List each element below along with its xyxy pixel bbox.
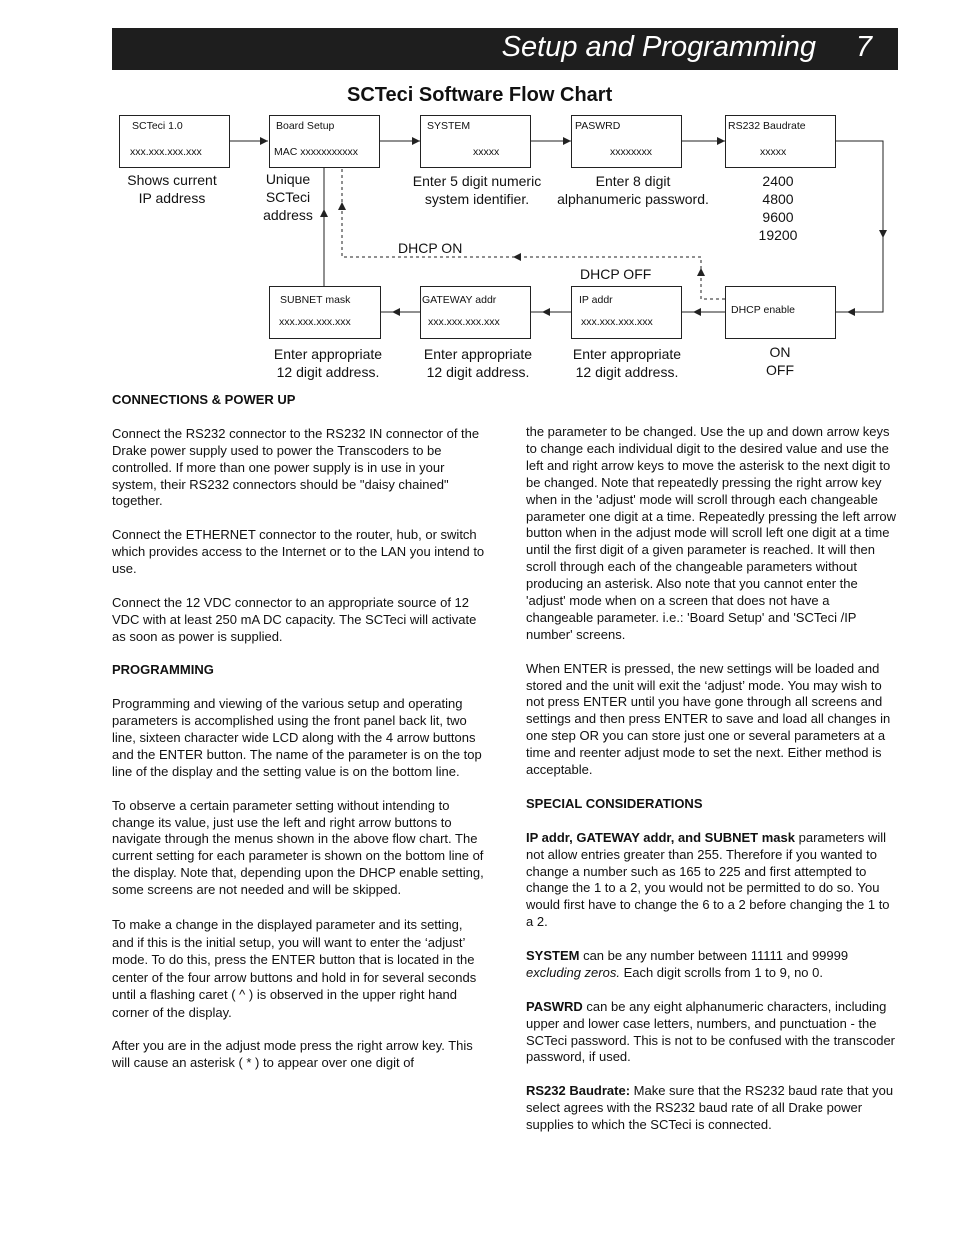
box-scteci [119,115,230,168]
text-system-2: Each digit scrolls from 1 to 9, no 0. [619,964,823,980]
paragraph: Programming and viewing of the various setup and operating parameters is accomplished using the front panel back lit, two line, sixteen character wide LCD along with the 4 arrow buttons and the ENTER button. The name of the parameter is on the top line of the display and the setting value is on the bottom line. [112,696,482,779]
paragraph-ip [526,830,900,931]
paragraph: To observe a certain parameter setting without intending to change its value, just use the left and right arrow buttons to navigate through the menus shown in the above flow chart. The current setting for each parameter is shown on the bottom line of the display. Note that, depending upon the DHCP enable setting, some screens are not needed and will be skipped. [112,797,484,898]
caption-line: Enter appropriate [572,346,682,362]
box-rs232-baudrate [725,115,836,168]
text-paswrd: can be any eight alphanumeric characters, including upper and lower case letters, numbers, and punctuation - the SCTeci password. This is not to be confused with the transcoder password, if used. [526,998,896,1065]
caption-line: 19200 [758,227,798,243]
paragraph: Connect the ETHERNET connector to the router, hub, or switch which provides access to the Internet or to the LAN you intend to use. [112,527,485,577]
caption-gateway [412,345,544,381]
box-system [420,115,531,168]
heading-connections: CONNECTIONS & POWER UP [112,392,296,407]
term-system: SYSTEM [526,948,580,964]
right-column [526,424,900,1151]
box-subnet-line2: xxx.xxx.xxx.xxx [279,316,351,328]
box-paswrd [571,115,682,168]
box-paswrd-line2: xxxxxxxx [610,146,652,158]
caption-system [400,172,554,208]
text-system-italic: excluding zeros. [526,964,620,980]
box-gateway-line1: GATEWAY addr [422,294,497,306]
label-dhcp-on: DHCP ON [398,240,463,256]
caption-line: address [263,207,313,223]
paragraph: After you are in the adjust mode press the right arrow key. This will cause an asterisk ( * ) to appear over one digit of [112,1038,473,1071]
box-gateway-line2: xxx.xxx.xxx.xxx [428,316,500,328]
caption-line: SCTeci [265,189,311,205]
label-dhcp-off: DHCP OFF [580,266,652,282]
caption-line: Enter appropriate [273,346,383,362]
caption-line: Enter 8 digit [595,173,671,189]
caption-line: Enter appropriate [423,346,533,362]
box-system-line1: SYSTEM [427,120,471,132]
text-system: can be any number between 11111 and 99999 [579,948,849,964]
chart-title: SCTeci Software Flow Chart [347,84,613,106]
caption-line: alphanumeric password. [557,191,709,207]
box-board-line1: Board Setup [276,120,335,132]
paragraph: Connect the 12 VDC connector to an appropriate source of 12 VDC with at least 250 mA DC capacity. The SCTeci will activate as soon as power is supplied. [112,594,477,644]
caption-line: IP address [138,190,206,206]
box-scteci-line1: SCTeci 1.0 [132,120,183,132]
text-ip: parameters will not allow entries greater than 255. Therefore if you wanted to change a number such as 165 to 225 and first attempted to change the 1 to a 2, you would not be permitted to do so. You would first have to change the 6 to a 2 before changing the 1 to a 2. [526,829,890,930]
box-gateway-addr [420,286,531,339]
caption-line: 2400 [762,173,794,189]
caption-ip [561,345,693,381]
box-baud-line1: RS232 Baudrate [728,120,806,132]
caption-line: 9600 [762,209,794,225]
caption-line: Shows current [127,172,217,188]
box-baud-line2: xxxxx [760,146,787,158]
caption-line: OFF [766,362,794,378]
dhcp-off-path [701,257,725,299]
box-board-setup [269,115,380,168]
caption-line: Unique [265,171,311,187]
caption-dhcp [750,343,810,379]
term-ip: IP addr, GATEWAY addr, and SUBNET mask [526,829,795,845]
paragraph: When ENTER is pressed, the new settings will be loaded and stored and the unit will exit the ‘adjust’ mode. You may wish to not press ENTER until you have gone through all screens and settings and then press ENTER to save and load all changes in one step OR you can store just one or several parameters at a time and reenter adjust mode to set the next. Either method is acceptable. [526,660,891,778]
box-board-line2: MAC xxxxxxxxxxx [274,146,358,158]
paragraph: the parameter to be changed. Use the up and down arrow keys to change each individual digit to the desired value and use the left and right arrow keys to move the asterisk to the next digit to be changed. Note that repeatedly pressing the right arrow key when in the 'adjust' mode will scroll through each changeable parameter one digit at a time. Repeatedly pressing the left arrow button when in the adjust mode will scroll left one digit at a time until the first digit of a given parameter is reached. It will then scroll through each of the changeable parameters without producing an asterisk. Also note that you cannot enter the 'adjust' mode when on a screen that does not have a changeable parameter. i.e.: 'Board Setup' and 'SCTeci /IP number' screens. [526,424,896,642]
box-system-line2: xxxxx [473,146,500,158]
arrow-baud-dhcp [835,141,883,312]
header-title: Setup and Programming [501,31,816,63]
caption-scteci [112,171,232,207]
box-ip-line2: xxx.xxx.xxx.xxx [581,316,653,328]
left-column [112,392,487,1089]
text-rs232: Make sure that the RS232 baud rate that you select agrees with the RS232 baud rate of all Drake power supplies to which the SCTeci is connected. [526,1083,894,1133]
paragraph: Connect the RS232 connector to the RS232 IN connector of the Drake power supply used to power the Transcoders to be controlled. If more than one power supply is in use in your system, their RS232 connectors should be "daisy chained" together. [112,425,480,509]
box-ip-addr [571,286,682,339]
caption-subnet [262,345,394,381]
box-scteci-line2: xxx.xxx.xxx.xxx [130,146,202,158]
caption-line: 12 digit address. [575,364,679,380]
term-paswrd: PASWRD [526,998,583,1014]
caption-board [255,170,321,224]
box-subnet-line1: SUBNET mask [280,294,351,306]
paragraph: To make a change in the displayed parameter and its setting, and if this is the initial setup, you will want to enter the ‘adjust’ mode. To do this, press the ENTER button that is located in the center of the four arrow buttons and hold in for several seconds until a flashing caret ( ^ ) is observed in the upper right hand corner of the display. [112,916,477,1020]
caption-line: 4800 [762,191,794,207]
heading-programming: PROGRAMMING [112,662,214,678]
term-rs232: RS232 Baudrate: [526,1083,631,1099]
paragraph-system [526,948,900,982]
box-paswrd-line1: PASWRD [575,120,621,132]
box-subnet-mask [269,286,381,339]
caption-line: ON [769,344,791,360]
caption-paswrd [546,172,720,208]
caption-line: system identifier. [424,191,530,207]
caption-line: Enter 5 digit numeric [412,173,542,189]
paragraph-paswrd [526,999,900,1067]
box-ip-line1: IP addr [579,294,613,306]
box-dhcp-line1: DHCP enable [731,304,796,316]
caption-line: 12 digit address. [276,364,380,380]
caption-line: 12 digit address. [426,364,530,380]
page-number: 7 [855,31,872,63]
box-dhcp-enable [725,286,836,339]
caption-baud [748,172,808,244]
paragraph-rs232 [526,1083,900,1134]
heading-special-considerations: SPECIAL CONSIDERATIONS [526,795,703,811]
